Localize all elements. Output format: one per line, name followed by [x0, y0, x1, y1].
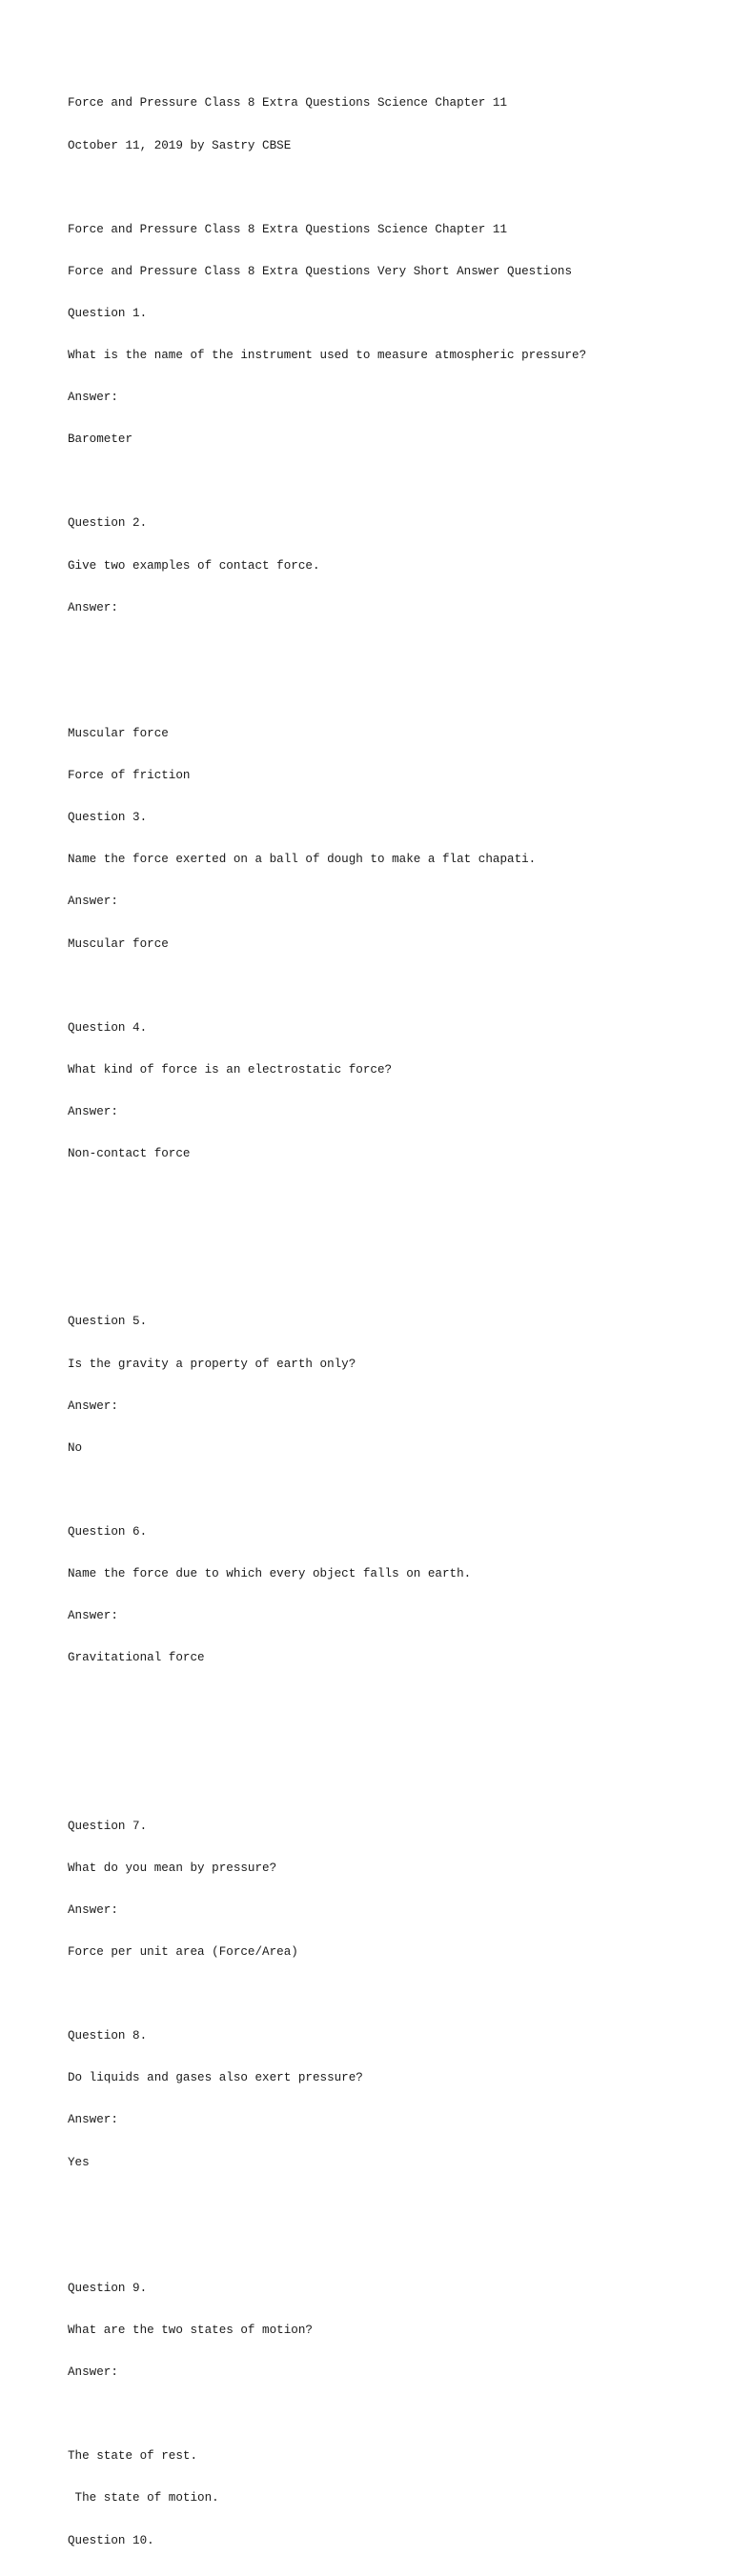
answer-label: Answer:	[68, 1902, 118, 1917]
question-text: Name the force due to which every object falls on earth.	[68, 1567, 472, 1581]
document-line	[68, 2198, 586, 2212]
answer-text: Non-contact force	[68, 1147, 191, 1161]
answer-label: Answer:	[68, 391, 118, 405]
question-text: What kind of force is an electrostatic force?	[68, 1062, 393, 1077]
answer-label: Answer:	[68, 1399, 118, 1413]
document-line	[68, 1483, 586, 1498]
question-label: Question 10.	[68, 2533, 154, 2547]
question-text: What do you mean by pressure?	[68, 1861, 277, 1875]
document-line	[68, 1736, 586, 1750]
answer-text: Barometer	[68, 433, 133, 447]
document-line	[68, 1693, 586, 1707]
document-line	[68, 979, 586, 994]
answer-text: Gravitational force	[68, 1651, 205, 1665]
question-label: Question 4.	[68, 1020, 148, 1035]
answer-text: No	[68, 1440, 83, 1455]
document-byline: October 11, 2019 by Sastry CBSE	[68, 138, 292, 152]
question-text: What is the name of the instrument used to measure atmospheric pressure?	[68, 349, 587, 363]
answer-text: Force of friction	[68, 769, 191, 783]
question-label: Question 6.	[68, 1524, 148, 1539]
document-text	[68, 69, 586, 2576]
section-heading: Force and Pressure Class 8 Extra Questions Science Chapter 11	[68, 222, 508, 236]
answer-label: Answer:	[68, 2113, 118, 2127]
document-line	[68, 2407, 586, 2422]
document-line	[68, 1189, 586, 1203]
document-line	[68, 1273, 586, 1287]
document-line	[68, 2240, 586, 2254]
document-line	[68, 1231, 586, 1245]
section-subheading: Force and Pressure Class 8 Extra Questions Very Short Answer Questions	[68, 264, 573, 278]
document-line	[68, 685, 586, 699]
answer-text: Muscular force	[68, 936, 169, 951]
answer-label: Answer:	[68, 2365, 118, 2380]
question-label: Question 5.	[68, 1315, 148, 1329]
answer-text: Force per unit area (Force/Area)	[68, 1945, 298, 1960]
answer-label: Answer:	[68, 895, 118, 909]
question-text: Name the force exerted on a ball of dough to make a flat chapati.	[68, 853, 537, 867]
document-line	[68, 643, 586, 657]
question-label: Question 7.	[68, 1819, 148, 1833]
answer-text: Muscular force	[68, 726, 169, 740]
document-title: Force and Pressure Class 8 Extra Questions Science Chapter 11	[68, 96, 508, 111]
question-label: Question 2.	[68, 516, 148, 531]
answer-text: The state of motion.	[68, 2491, 219, 2506]
answer-label: Answer:	[68, 1104, 118, 1118]
answer-text: Yes	[68, 2155, 90, 2169]
answer-label: Answer:	[68, 600, 118, 614]
answer-text: The state of rest.	[68, 2449, 198, 2464]
question-label: Question 8.	[68, 2029, 148, 2043]
question-label: Question 9.	[68, 2281, 148, 2295]
document-line	[68, 1778, 586, 1792]
question-text: What are the two states of motion?	[68, 2323, 313, 2337]
answer-label: Answer:	[68, 1609, 118, 1623]
document-line	[68, 474, 586, 489]
question-text: Do liquids and gases also exert pressure?	[68, 2071, 363, 2085]
question-label: Question 1.	[68, 306, 148, 320]
document-line	[68, 181, 586, 195]
question-label: Question 3.	[68, 811, 148, 825]
document-line	[68, 1987, 586, 2002]
question-text: Is the gravity a property of earth only?	[68, 1357, 356, 1371]
question-text: Give two examples of contact force.	[68, 558, 320, 573]
